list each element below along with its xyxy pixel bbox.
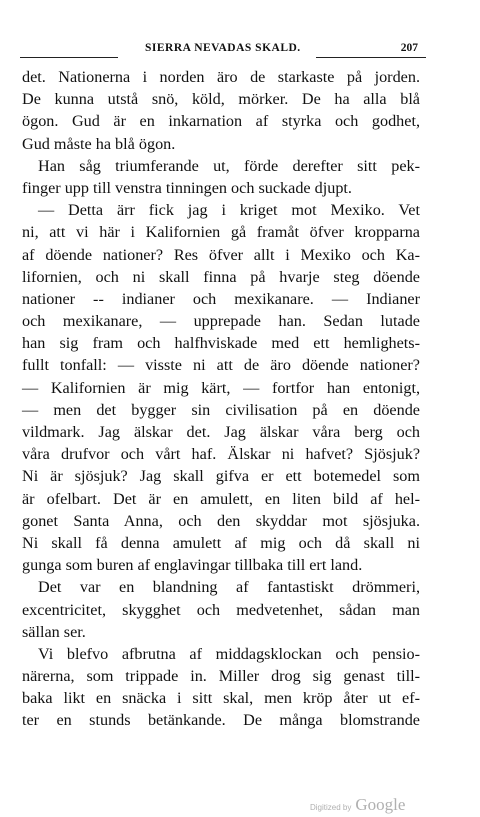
google-logo: Google <box>355 795 406 814</box>
text-line: gunga som buren af englavingar tillbaka till ert land. <box>22 556 363 575</box>
digitized-watermark <box>310 795 405 815</box>
text-line: gonet Santa Anna, och den skyddar mot sjösjuka. <box>22 511 420 530</box>
text-line: baka likt en snäcka i sitt skal, men kröp åter ut ef- <box>22 689 420 708</box>
text-line: och mexikanare, — upprepade han. Sedan lutade <box>22 312 420 331</box>
text-line: fullt tonfall: — visste ni att de äro döende nationer? <box>22 356 420 375</box>
text-line: Ni är sjösjuk? Jag skall gifva er ett botemedel som <box>22 467 420 486</box>
page-number: 207 <box>400 42 418 54</box>
digitized-by-label: Digitized by <box>310 803 352 812</box>
text-line: närerna, som trippade in. Miller drog sig genast till- <box>22 667 420 686</box>
text-line: finger upp till venstra tinningen och suckade djupt. <box>22 178 352 197</box>
text-line: lifornien, och ni skall finna på hvarje steg döende <box>22 267 420 286</box>
text-line: De kunna utstå snö, köld, mörker. De ha alla blå <box>22 90 420 109</box>
text-line: ögon. Gud är en inkarnation af styrka och godhet, <box>22 112 420 131</box>
text-line: nationer -- indianer och mexikanare. — Indianer <box>22 289 420 308</box>
header-rule-left <box>20 57 118 58</box>
text-line: af döende nationer? Res öfver allt i Mexiko och Ka- <box>22 245 420 264</box>
text-line: — Detta ärr fick jag i kriget mot Mexiko. Vet <box>38 201 420 220</box>
text-line: ni, att vi här i Kalifornien gå framåt öfver kropparna <box>22 223 420 242</box>
running-header <box>20 40 420 60</box>
header-rule-right <box>316 57 426 58</box>
text-line: Ni skall få denna amulett af mig och då skall ni <box>22 533 420 552</box>
text-line: excentricitet, skygghet och medvetenhet, sådan man <box>22 600 420 619</box>
text-line: Det var en blandning af fantastiskt drömmeri, <box>38 578 420 597</box>
text-line: Han såg triumferande ut, förde derefter sitt pek- <box>38 156 420 175</box>
text-line: ter en stunds betänkande. De många blomstrande <box>22 711 420 730</box>
text-line: han sig fram och halfhviskade med ett hemlighets- <box>22 334 420 353</box>
text-line: Gud måste ha blå ögon. <box>22 134 176 153</box>
text-line: det. Nationerna i norden äro de starkaste på jorden. <box>22 68 420 86</box>
text-line: Vi blefvo afbrutna af middagsklockan och pensio- <box>38 644 420 663</box>
text-line: är ofelbart. Det är en amulett, en liten bild af hel- <box>22 489 420 508</box>
body-text <box>22 66 420 732</box>
text-line: sällan ser. <box>22 622 86 641</box>
text-line: våra drufvor och vårt haf. Älskar ni hafvet? Sjösjuk? <box>22 445 420 464</box>
text-line: vildmark. Jag älskar det. Jag älskar våra berg och <box>22 423 420 441</box>
text-line: — men det bygger sin civilisation på en döende <box>22 400 420 419</box>
running-title: SIERRA NEVADAS SKALD. <box>145 42 301 54</box>
text-line: — Kalifornien är mig kärt, — fortfor han entonigt, <box>22 378 420 397</box>
